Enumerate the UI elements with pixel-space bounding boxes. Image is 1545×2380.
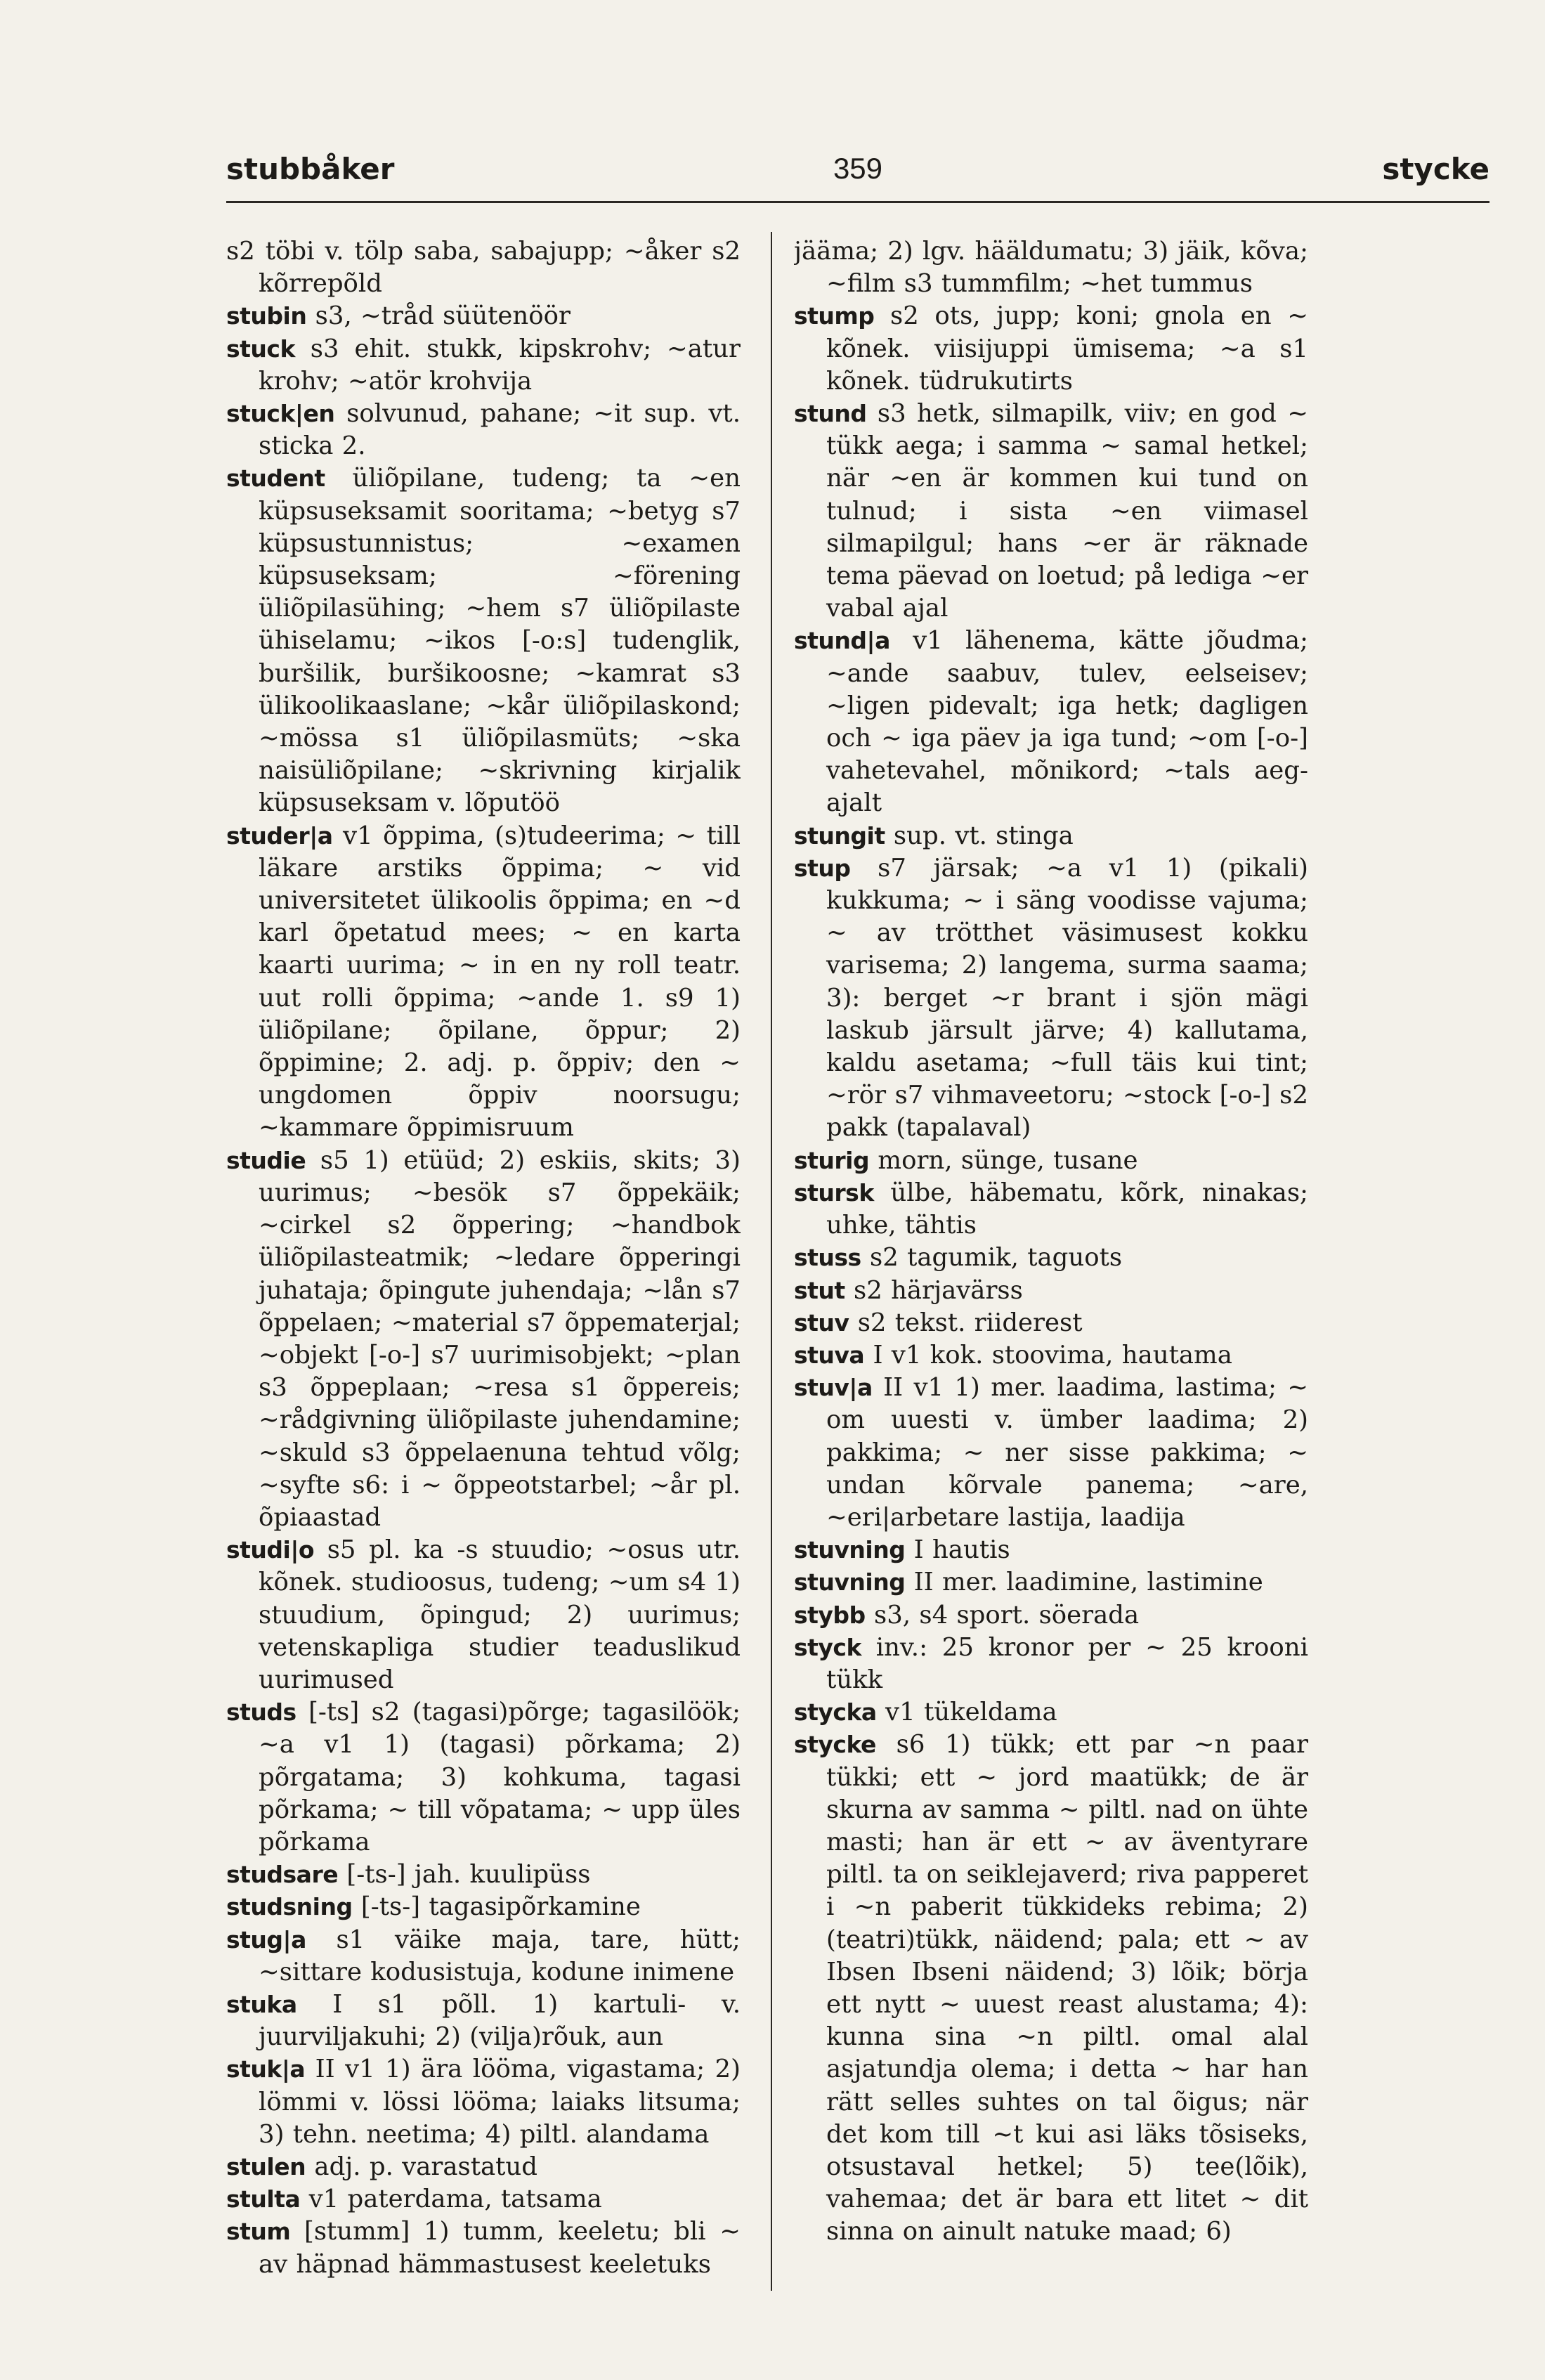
headword: stuk|a [226, 2055, 306, 2083]
dictionary-entry [226, 398, 741, 462]
headword: stursk [794, 1178, 874, 1207]
headword: stum [226, 2218, 291, 2246]
definition: solvunud, pahane; ~it sup. vt. sticka 2. [259, 399, 741, 461]
headword: stybb [794, 1601, 866, 1629]
definition: s3, ~tråd süütenöör [315, 301, 571, 331]
dictionary-entry [794, 1696, 1308, 1729]
dictionary-entry [226, 1891, 741, 1923]
definition: II v1 1) mer. laadima, lastima; ~ om uuesti v. ümber laadima; 2) pakkima; ~ ner sisse pakkima; ~ undan kõrvale panema; ~are, ~eri|arbetare lastija, laadija [826, 1373, 1308, 1532]
dictionary-entry [226, 1859, 741, 1891]
definition: adj. p. varastatud [314, 2152, 538, 2181]
headword: studs [226, 1698, 296, 1727]
dictionary-entry [794, 1372, 1308, 1534]
definition: I v1 kok. stoovima, hautama [873, 1340, 1232, 1370]
headword: stuvning [794, 1536, 906, 1564]
definition: s6 1) tükk; ett par ~n paar tükki; ett ~ jord maatükk; de är skurna av samma ~ piltl. nad on ühte masti; han är ett ~ av äventyrare piltl. ta on seiklejaverd; riva papperet i ~n paberit tükkideks rebima; 2) (teatri)tükk, näidend; pala; ett ~ av Ibsen Ibseni näidend; 3) lõik; börja ett nytt ~ uuest reast alustama; 4): kunna sina ~n piltl. omal alal asjatundja olema; i detta ~ har han rätt selles suhtes on tal õigus; när det kom till ~t kui asi läks tõsiseks, otsustaval hetkel; 5) tee(lõik), vahemaa; det är bara ett litet ~ dit sinna on ainult natuke maad; 6) [826, 1730, 1308, 2246]
definition: s3, s4 sport. söerada [873, 1600, 1140, 1630]
right-guide-word: stycke [1382, 152, 1489, 186]
headword: stup [794, 854, 851, 882]
definition: v1 tükeldama [885, 1698, 1057, 1727]
headword: stulen [226, 2152, 306, 2180]
dictionary-entry [226, 1989, 741, 2053]
definition: s3 hetk, silmapilk, viiv; en god ~ tükk aega; i samma ~ samal hetkel; när ~en är kommen kui tund on tulnud; i sista ~en viimasel silmapilgul; hans ~er är räknade tema päevad on loetud; på lediga ~er vabal ajal [826, 399, 1308, 623]
headword: stuv [794, 1308, 849, 1337]
definition: s2 härjavärss [853, 1275, 1023, 1305]
definition: ülbe, häbematu, kõrk, ninakas; uhke, tähtis [826, 1178, 1308, 1240]
headword: studie [226, 1146, 306, 1174]
headword: studer|a [226, 821, 333, 850]
headword: stund [794, 400, 867, 428]
headword: stund|a [794, 627, 890, 655]
dictionary-entry [794, 235, 1308, 300]
dictionary-entry [226, 333, 741, 398]
dictionary-entry [226, 1924, 741, 1989]
headword: stungit [794, 821, 885, 850]
definition: s2 tekst. riiderest [857, 1308, 1083, 1337]
definition: morn, sünge, tusane [878, 1145, 1138, 1175]
left-guide-word: stubbåker [226, 152, 395, 186]
definition: s7 järsak; ~a v1 1) (pikali) kukkuma; ~ i säng voodisse vajuma; ~ av trötthet väsimusest kokku varisema; 2) langema, surma saama; 3): berget ~r brant i sjön mägi laskub järsult järve; 4) kallutama, kaldu asetama; ~full täis kui tint; ~rör s7 vihmaveetoru; ~stock [-o-] s2 pakk (tapalaval) [826, 853, 1308, 1143]
dictionary-entry [794, 300, 1308, 398]
headword: student [226, 464, 325, 493]
definition: v1 paterdama, tatsama [308, 2185, 602, 2214]
dictionary-entry [794, 625, 1308, 819]
dictionary-entry [226, 1696, 741, 1859]
definition: II v1 1) ära lööma, vigastama; 2) lömmi v. lössi lööma; laiaks litsuma; 3) tehn. neetima; 4) piltl. alandama [259, 2055, 741, 2149]
dictionary-entry [794, 1729, 1308, 2248]
dictionary-entry [794, 1307, 1308, 1339]
headword: stubin [226, 302, 307, 330]
headword: stycke [794, 1731, 876, 1759]
definition: I s1 põll. 1) kartuli- v. juurviljakuhi; 2) (vilja)rõuk, aun [259, 1989, 741, 2052]
headword: stump [794, 302, 875, 330]
dictionary-entry [794, 1599, 1308, 1632]
definition: üliõpilane, tudeng; ta ~en küpsuseksamit sooritama; ~betyg s7 küpsustunnistus; ~examen küpsuseksam; ~förening üliõpilasühing; ~hem s7 üliõpilaste ühiselamu; ~ikos [-o:s] tudenglik, buršilik, buršikoosne; ~kamrat s3 ülikoolikaaslane; ~kår üliõpilaskond; ~mössa s1 üliõpilasmüts; ~ska naisüliõpilane; ~skrivning kirjalik küpsuseksam v. lõputöö [259, 464, 741, 818]
dictionary-entry [226, 2216, 741, 2280]
dictionary-entry [226, 1145, 741, 1534]
headword: stulta [226, 2185, 301, 2213]
headword: stug|a [226, 1925, 306, 1953]
definition: s2 töbi v. tölp saba, sabajupp; ~åker s2 kõrrepõld [226, 237, 741, 299]
dictionary-entry [226, 1534, 741, 1696]
page-number: 359 [833, 152, 883, 185]
dictionary-entry [794, 1275, 1308, 1307]
headword: studsare [226, 1861, 339, 1889]
dictionary-entry [794, 1566, 1308, 1599]
headword: stycka [794, 1698, 877, 1727]
dictionary-entry [794, 398, 1308, 625]
definition: [-ts-] jah. kuulipüss [346, 1860, 591, 1890]
right-column [794, 235, 1308, 2294]
headword: studi|o [226, 1536, 315, 1564]
headword: stuck [226, 334, 295, 363]
header-rule [226, 201, 1489, 203]
headword: studsning [226, 1893, 353, 1921]
left-column [226, 235, 741, 2294]
definition: s2 tagumik, taguots [870, 1243, 1123, 1273]
headword: sturig [794, 1146, 870, 1174]
dictionary-entry [226, 2183, 741, 2216]
dictionary-entry [794, 1632, 1308, 1696]
definition: [stumm] 1) tumm, keeletu; bli ~ av häpnad hämmastusest keeletuks [259, 2217, 741, 2279]
definition: s5 pl. ka -s stuudio; ~osus utr. kõnek. studioosus, tudeng; ~um s4 1) stuudium, õpingud; 2) uurimus; vetenskapliga studier teaduslikud uurimused [259, 1535, 741, 1694]
definition: s2 ots, jupp; koni; gnola en ~ kõnek. viisijuppi ümisema; ~a s1 kõnek. tüdrukutirts [826, 301, 1308, 396]
dictionary-entry [794, 1145, 1308, 1177]
headword: styck [794, 1633, 861, 1661]
dictionary-entry [226, 2151, 741, 2183]
definition: v1 õppima, (s)tudeerima; ~ till läkare arstiks õppima; ~ vid universitetet ülikoolis õppima; en ~d karl õpetatud mees; ~ en karta kaarti uurima; ~ in en ny roll teatr. uut rolli õppima; ~ande 1. s9 1) üliõpilane; õpilane, õppur; 2) õppimine; 2. adj. p. õppiv; den ~ ungdomen õppiv noorsugu; ~kammare õppimisruum [259, 821, 741, 1143]
definition: v1 lähenema, kätte jõudma; ~ande saabuv, tulev, eelseisev; ~ligen pidevalt; iga hetk; dagligen och ~ iga päev ja iga tund; ~om [-o-] vahetevahel, mõnikord; ~tals aeg-ajalt [826, 626, 1308, 818]
definition: s1 väike maja, tare, hütt; ~sittare kodusistuja, kodune inimene [259, 1925, 741, 1986]
headword: stuss [794, 1244, 861, 1272]
dictionary-entry [794, 1534, 1308, 1566]
headword: stuka [226, 1990, 297, 2018]
definition: s3 ehit. stukk, kipskrohv; ~atur krohv; ~atör krohvija [259, 334, 741, 396]
dictionary-entry [794, 1177, 1308, 1242]
dictionary-entry [226, 300, 741, 332]
dictionary-entry [794, 820, 1308, 852]
headword: stuck|en [226, 400, 335, 428]
definition: inv.: 25 kronor per ~ 25 krooni tükk [826, 1632, 1308, 1694]
definition: [-ts] s2 (tagasi)põrge; tagasilöök; ~a v1 1) (tagasi) põrkama; 2) põrgatama; 3) kohkuma, tagasi põrkama; ~ till võpatama; ~ upp üles põrkama [259, 1698, 741, 1856]
column-divider [771, 232, 772, 2291]
definition: II mer. laadimine, lastimine [913, 1568, 1263, 1597]
definition: sup. vt. stinga [893, 821, 1074, 850]
dictionary-entry [226, 2053, 741, 2151]
headword: stut [794, 1276, 845, 1304]
headword: stuv|a [794, 1374, 873, 1402]
definition: I hautis [913, 1535, 1010, 1565]
dictionary-entry [226, 820, 741, 1145]
definition: [-ts-] tagasipõrkamine [360, 1892, 641, 1922]
dictionary-entry [794, 1339, 1308, 1372]
headword: stuvning [794, 1568, 906, 1597]
dictionary-entry [794, 852, 1308, 1145]
headword: stuva [794, 1341, 865, 1369]
dictionary-entry [794, 1242, 1308, 1274]
definition: s5 1) etüüd; 2) eskiis, skits; 3) uurimus; ~besök s7 õppekäik; ~cirkel s2 õppering; ~handbok üliõpilasteatmik; ~ledare õpperingi juhataja; õpingute juhendaja; ~lån s7 õppelaen; ~material s7 õppematerjal; ~objekt [-o-] s7 uurimisobjekt; ~plan s3 õppeplaan; ~resa s1 õppereis; ~rådgivning üliõpilaste juhendamine; ~skuld s3 õppelaenuna tehtud võlg; ~syfte s6: i ~ õppeotstarbel; ~år pl. õpiaastad [259, 1145, 741, 1532]
dictionary-entry [226, 462, 741, 819]
definition: jääma; 2) lgv. hääldumatu; 3) jäik, kõva; ~film s3 tummfilm; ~het tummus [794, 237, 1308, 299]
dictionary-entry [226, 235, 741, 300]
page-header [226, 146, 1489, 195]
